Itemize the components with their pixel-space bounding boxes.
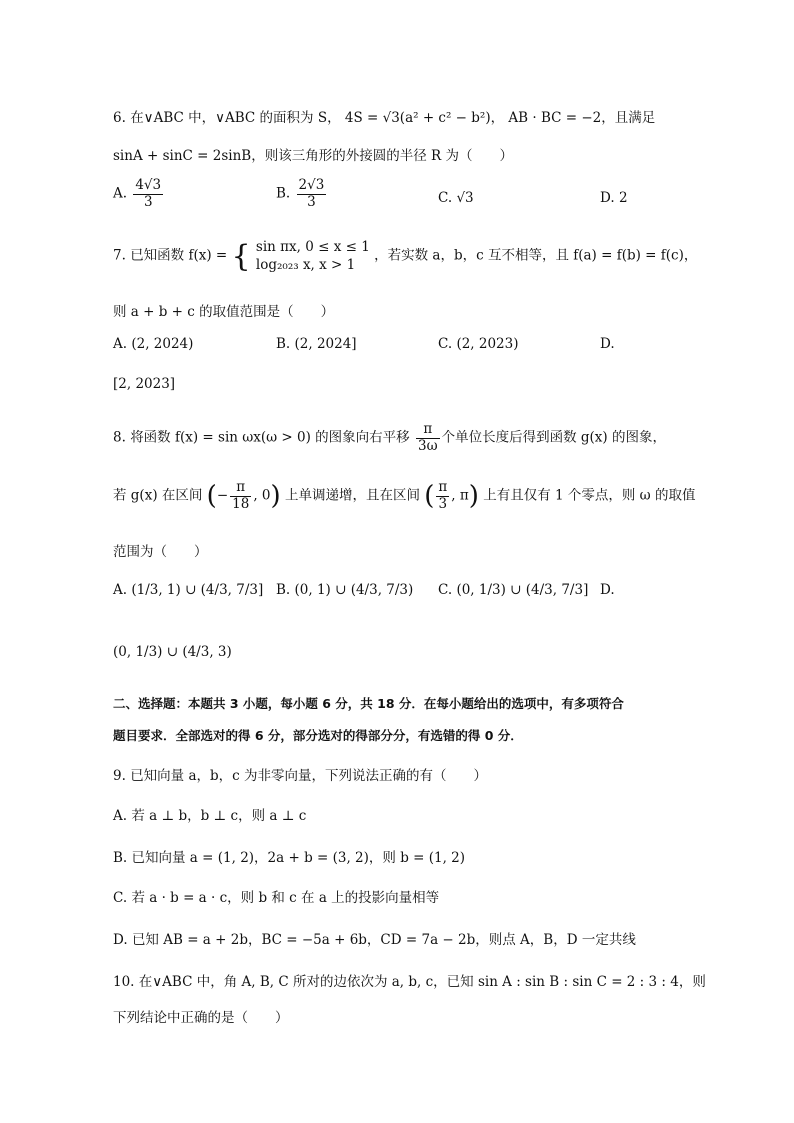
section-header-line1: 二、选择题：本题共 3 小题，每小题 6 分，共 18 分．在每小题给出的选项中，有多项符合: [113, 696, 624, 711]
q6-line2: sinA + sinC = 2sinB，则该三角形的外接圆的半径 R 为（ ）: [113, 148, 513, 164]
q7-piecewise: [256, 238, 370, 274]
paren-right-icon: ): [468, 481, 479, 512]
paren-left-icon: (: [206, 481, 217, 512]
q8-line1-a: 将函数 f(x) = sin ωx(ω > 0) 的图象向右平移: [130, 429, 410, 446]
q7-option-d-label: D.: [600, 336, 615, 352]
cases-brace-icon: {: [231, 238, 251, 274]
q9-number: 9.: [113, 768, 126, 784]
q8-line3: 范围为（ ）: [113, 544, 208, 560]
q8-line1: [113, 422, 666, 454]
q9-option-a: A. 若 a ⊥ b，b ⊥ c，则 a ⊥ c: [113, 808, 307, 824]
q8-interval1-fraction: $\frac{\pi}{18}$: [232, 479, 250, 512]
q8-option-a: A. (1/3, 1) ∪ (4/3, 7/3]: [113, 582, 264, 598]
q9-stem: [113, 764, 487, 784]
q7-prefix: 已知函数 f(x) =: [130, 247, 228, 264]
q7-suffix: ，若实数 a，b，c 互不相等，且 f(a) = f(b) = f(c)，: [374, 247, 698, 264]
q6-formula-area: 4S = √3(a² + c² − b²)，: [344, 110, 505, 126]
q7-option-b: B. (2, 2024]: [276, 336, 357, 352]
q8-line2-a: 若 g(x) 在区间: [113, 487, 203, 504]
q6-text: 在∨ABC 中，∨ABC 的面积为 S，: [130, 110, 341, 126]
q10-number: 10.: [113, 974, 135, 990]
q9-option-c: C. 若 a · b = a · c，则 b 和 c 在 a 上的投影向量相等: [113, 890, 440, 906]
q8-option-c: C. (0, 1/3) ∪ (4/3, 7/3]: [438, 582, 589, 598]
q8-shift-fraction: $\frac{\pi}{3\omega}$: [417, 421, 438, 454]
q8-interval2-fraction: $\frac{\pi}{3}$: [438, 479, 448, 512]
q7-option-d-value: [2, 2023]: [113, 376, 176, 392]
q7-case2: log₂₀₂₃ x, x > 1: [255, 257, 356, 274]
q7-case1: sin πx, 0 ≤ x ≤ 1: [255, 239, 370, 255]
q6-option-d: D. 2: [600, 190, 628, 206]
paren-right-icon: ): [270, 481, 281, 512]
q8-option-d-label: D.: [600, 582, 615, 598]
q8-option-d-value: (0, 1/3) ∪ (4/3, 3): [113, 644, 232, 660]
q6-formula-dot: AB · BC = −2，且满足: [508, 110, 656, 126]
q6-option-b-fraction: $\frac{2√3}{3}$: [298, 177, 325, 210]
q7-number: 7.: [113, 247, 126, 264]
q8-line2: 若 g(x) 在区间 (− $\frac{\pi}{18}$ , 0) 上单调递增，且在区间 ( $\frac{\pi}{3}$ , π) 上有且仅有 1 个零点，则 ω 的取值: [113, 479, 696, 512]
q7-line1: [113, 238, 697, 274]
q8-line2-b: 上单调递增，且在区间: [284, 487, 420, 504]
q6-line1: [113, 106, 655, 126]
q8-number: 8.: [113, 429, 126, 446]
q7-line2: 则 a + b + c 的取值范围是（ ）: [113, 304, 335, 320]
q6-option-c: C. √3: [438, 190, 474, 206]
q7-option-a: A. (2, 2024): [113, 336, 194, 352]
q9-option-d: D. 已知 AB = a + 2b，BC = −5a + 6b，CD = 7a − 2b，则点 A，B，D 一定共线: [113, 932, 636, 948]
q9-stem-text: 已知向量 a，b，c 为非零向量，下列说法正确的有（ ）: [130, 768, 488, 784]
q10-line1-text: 在∨ABC 中，角 A, B, C 所对的边依次为 a, b, c，已知 sin A : sin B : sin C = 2 : 3 : 4，则: [138, 974, 706, 990]
q10-line1: [113, 970, 706, 990]
q8-option-b: B. (0, 1) ∪ (4/3, 7/3): [276, 582, 414, 598]
q6-number: 6.: [113, 110, 126, 126]
section-header-line2: 题目要求．全部选对的得 6 分，部分选对的得部分分，有选错的得 0 分．: [113, 728, 523, 743]
q6-option-b: B. $\frac{2√3}{3}$: [276, 177, 325, 210]
q8-line2-c: 上有且仅有 1 个零点，则 ω 的取值: [483, 487, 696, 504]
paren-left-icon: (: [424, 481, 435, 512]
q9-option-b: B. 已知向量 a = (1, 2)，2a + b = (3, 2)，则 b = (1, 2): [113, 850, 466, 866]
q7-option-c: C. (2, 2023): [438, 336, 519, 352]
q6-option-a-fraction: $\frac{4√3}{3}$: [135, 177, 162, 210]
q8-line1-b: 个单位长度后得到函数 g(x) 的图象，: [441, 429, 666, 446]
q6-option-a: A. $\frac{4√3}{3}$: [113, 177, 162, 210]
q10-line2: 下列结论中正确的是（ ）: [113, 1010, 289, 1026]
